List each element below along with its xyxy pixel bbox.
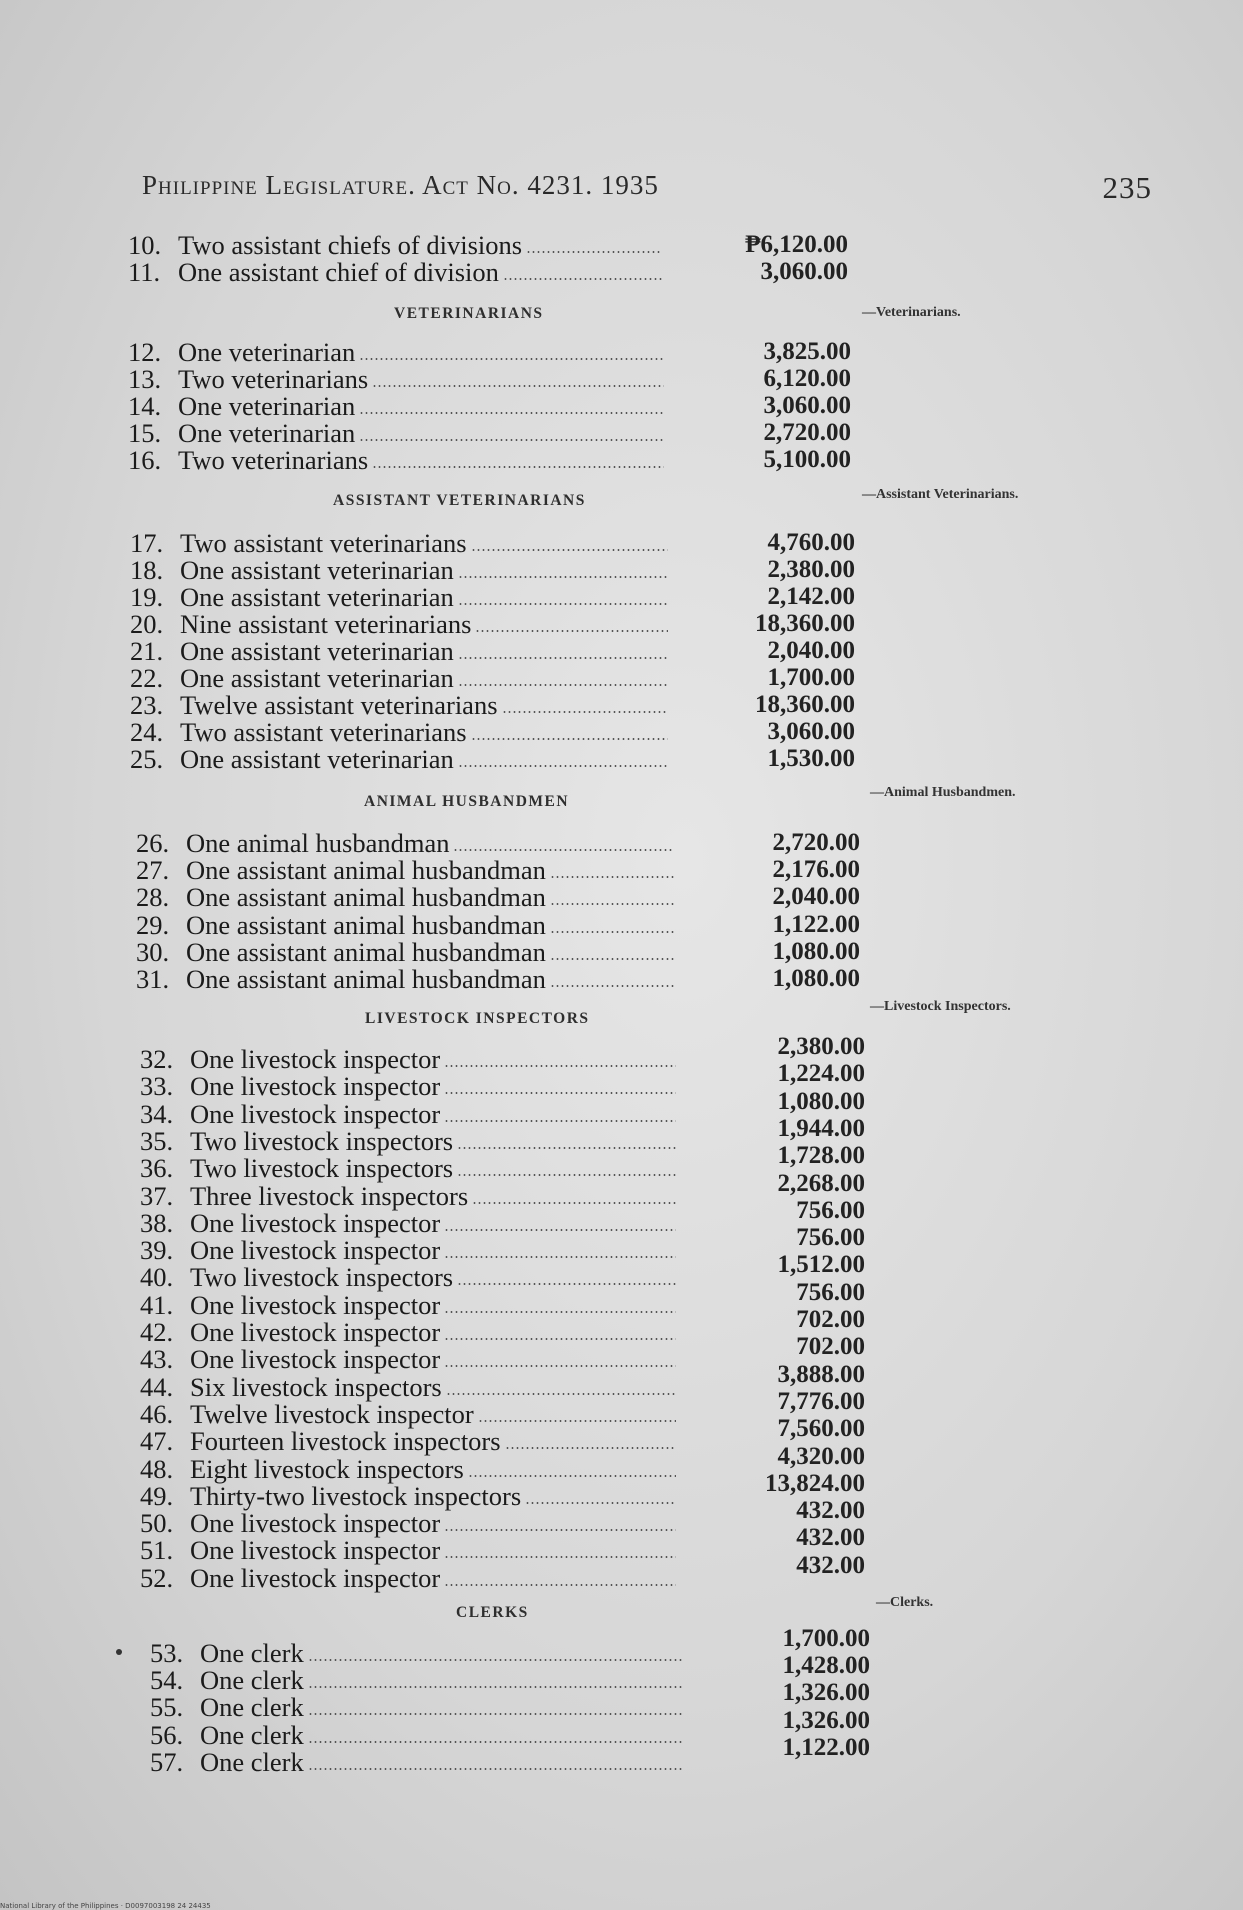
item-number: 24.	[130, 717, 164, 747]
item-amount: 1,122.00	[782, 1733, 870, 1761]
margin-note: —Animal Husbandmen.	[870, 785, 1016, 800]
line-item	[130, 582, 454, 612]
dot-leader	[444, 1529, 676, 1531]
item-description: One clerk	[200, 1665, 304, 1696]
line-item	[130, 528, 467, 558]
item-number: 57.	[150, 1746, 184, 1777]
item-amount: 1,944.00	[777, 1114, 865, 1142]
line-item	[136, 828, 449, 858]
item-description: Three livestock inspectors	[190, 1180, 469, 1211]
item-description: One veterinarian	[178, 391, 356, 421]
dot-leader	[444, 1092, 676, 1094]
dot-leader	[308, 1768, 684, 1770]
item-amount: 2,040.00	[772, 883, 860, 911]
item-description: One clerk	[200, 1692, 304, 1723]
dot-leader	[444, 1229, 676, 1231]
item-number: 38.	[140, 1207, 174, 1238]
line-item	[130, 663, 454, 693]
dot-leader	[372, 385, 664, 387]
item-number: 16.	[128, 445, 162, 475]
item-amount: 1,080.00	[772, 937, 860, 965]
item-description: One livestock inspector	[190, 1071, 441, 1102]
line-item	[130, 717, 467, 747]
item-description: Two assistant chiefs of divisions	[178, 230, 523, 260]
line-item	[130, 555, 454, 585]
dot-leader	[525, 1502, 676, 1504]
item-amount: 1,122.00	[772, 910, 860, 938]
line-item	[140, 1181, 468, 1211]
item-amount: 432.00	[796, 1497, 865, 1525]
item-amount: 6,120.00	[763, 365, 851, 392]
dot-leader	[308, 1741, 684, 1743]
item-amount: 4,760.00	[767, 529, 855, 556]
item-description: One assistant animal husbandman	[186, 936, 546, 967]
dot-leader	[503, 278, 662, 280]
item-amount: 2,268.00	[777, 1169, 865, 1197]
line-item	[128, 337, 355, 367]
dot-leader	[444, 1584, 676, 1586]
item-number: 23.	[130, 690, 164, 720]
item-amount: 2,720.00	[763, 419, 851, 446]
dot-leader	[444, 1311, 676, 1313]
line-item	[150, 1720, 304, 1750]
item-description: Two livestock inspectors	[190, 1125, 454, 1156]
item-amount: 756.00	[796, 1196, 865, 1224]
item-amount: 756.00	[796, 1278, 865, 1306]
item-number: 44.	[140, 1371, 174, 1402]
item-description: One veterinarian	[178, 418, 356, 448]
line-item	[128, 364, 368, 394]
section-heading: CLERKS	[456, 1604, 529, 1621]
item-description: One assistant animal husbandman	[186, 909, 546, 940]
item-description: Two assistant veterinarians	[180, 528, 467, 558]
dot-leader	[444, 1065, 676, 1067]
dot-leader	[359, 358, 664, 360]
item-description: Two livestock inspectors	[190, 1262, 454, 1293]
item-number: 22.	[130, 663, 164, 693]
line-item	[140, 1290, 440, 1320]
item-amount: 756.00	[796, 1224, 865, 1252]
item-amount: 2,720.00	[772, 829, 860, 856]
dot-leader	[475, 630, 668, 632]
item-amount: 1,080.00	[777, 1087, 865, 1115]
item-amount: 702.00	[796, 1333, 865, 1361]
item-number: 12.	[128, 337, 162, 367]
item-amount: 2,040.00	[767, 637, 855, 664]
item-number: 56.	[150, 1719, 184, 1750]
dot-leader	[372, 466, 664, 468]
line-item	[128, 391, 355, 421]
dot-leader	[457, 1147, 676, 1149]
line-item	[140, 1481, 521, 1511]
line-item	[136, 910, 546, 940]
dot-leader	[468, 1475, 676, 1477]
item-amount: 7,776.00	[777, 1387, 865, 1415]
item-number: 37.	[140, 1180, 174, 1211]
item-number: 20.	[130, 609, 164, 639]
item-number: 48.	[140, 1453, 174, 1484]
item-number: 25.	[130, 744, 164, 774]
item-description: One assistant chief of division	[178, 257, 499, 288]
item-amount: 18,360.00	[755, 691, 855, 718]
section-heading: ASSISTANT VETERINARIANS	[333, 492, 586, 509]
item-number: 35.	[140, 1125, 174, 1156]
dot-leader	[458, 684, 668, 686]
dot-leader	[526, 251, 662, 253]
margin-note: —Livestock Inspectors.	[870, 999, 1011, 1014]
item-amount: 4,320.00	[777, 1442, 865, 1470]
item-number: 39.	[140, 1235, 174, 1266]
item-amount: 1,326.00	[782, 1679, 870, 1707]
line-item	[140, 1399, 474, 1429]
line-item	[130, 636, 454, 666]
item-description: One assistant veterinarian	[180, 582, 454, 612]
item-amount: 1,700.00	[782, 1625, 870, 1652]
item-number: 32.	[140, 1044, 174, 1074]
item-amount: 3,888.00	[777, 1360, 865, 1388]
item-description: One assistant veterinarian	[180, 555, 454, 585]
item-amount: 1,326.00	[782, 1706, 870, 1734]
item-amount: 2,380.00	[777, 1033, 865, 1060]
item-description: Twelve livestock inspector	[190, 1398, 474, 1429]
section-heading: VETERINARIANS	[394, 305, 544, 322]
dot-leader	[444, 1256, 676, 1258]
line-item	[140, 1208, 440, 1238]
item-description: Eight livestock inspectors	[190, 1453, 464, 1484]
line-item	[130, 609, 471, 639]
item-amount: 432.00	[796, 1551, 865, 1579]
item-amount: ₱6,120.00	[745, 231, 848, 258]
dot-leader	[457, 1283, 676, 1285]
margin-note: —Assistant Veterinarians.	[862, 487, 1019, 502]
item-number: 19.	[130, 582, 164, 612]
item-number: 40.	[140, 1262, 174, 1293]
line-item	[140, 1535, 440, 1565]
dot-leader	[308, 1713, 684, 1715]
section-heading: LIVESTOCK INSPECTORS	[365, 1010, 590, 1027]
item-amount: 1,080.00	[772, 965, 860, 992]
line-item	[140, 1508, 440, 1538]
line-item	[140, 1099, 440, 1129]
item-number: 21.	[130, 636, 164, 666]
archive-mark: National Library of the Philippines · D0097003198 24 24435	[0, 1902, 211, 1910]
line-item	[140, 1454, 464, 1484]
dot-leader	[471, 549, 668, 551]
item-number: 47.	[140, 1426, 174, 1457]
line-item	[140, 1071, 440, 1101]
item-amount: 3,060.00	[763, 392, 851, 419]
item-amount: 2,380.00	[767, 556, 855, 583]
dot-leader	[550, 985, 674, 987]
item-number: 15.	[128, 418, 162, 448]
item-number: 33.	[140, 1071, 174, 1102]
item-amount: 3,825.00	[763, 338, 851, 365]
dot-leader	[550, 876, 674, 878]
section-heading: ANIMAL HUSBANDMEN	[364, 793, 570, 810]
dot-leader	[472, 1202, 676, 1204]
dot-leader	[444, 1120, 676, 1122]
line-item	[136, 855, 546, 885]
item-number: 55.	[150, 1692, 184, 1723]
item-number: 18.	[130, 555, 164, 585]
item-description: One animal husbandman	[186, 828, 450, 858]
item-description: One assistant veterinarian	[180, 663, 454, 693]
item-description: Two veterinarians	[178, 445, 369, 475]
item-description: One livestock inspector	[190, 1535, 441, 1566]
dot-leader	[308, 1659, 684, 1661]
item-description: One livestock inspector	[190, 1207, 441, 1238]
item-description: One clerk	[200, 1638, 304, 1668]
line-item	[130, 690, 498, 720]
line-item	[150, 1665, 304, 1695]
item-amount: 3,060.00	[760, 258, 848, 286]
dot-leader	[550, 931, 674, 933]
item-description: One assistant veterinarian	[180, 744, 454, 774]
line-item	[140, 1235, 440, 1265]
item-number: 46.	[140, 1398, 174, 1429]
item-description: Fourteen livestock inspectors	[190, 1426, 501, 1457]
line-item	[140, 1426, 501, 1456]
dot-leader	[444, 1365, 676, 1367]
line-item	[150, 1692, 304, 1722]
item-amount: 7,560.00	[777, 1415, 865, 1443]
item-number: 53.	[150, 1638, 184, 1668]
dot-leader	[359, 439, 664, 441]
line-item	[128, 230, 522, 260]
item-amount: 1,428.00	[782, 1652, 870, 1680]
item-amount: 1,224.00	[777, 1060, 865, 1088]
line-item	[130, 744, 454, 774]
item-description: One livestock inspector	[190, 1508, 441, 1539]
line-item	[140, 1317, 440, 1347]
item-number: 27.	[136, 855, 170, 886]
item-amount: 3,060.00	[767, 718, 855, 745]
dot-leader	[458, 765, 668, 767]
line-item	[140, 1044, 440, 1074]
line-item	[140, 1344, 440, 1374]
dot-leader	[457, 1174, 676, 1176]
line-item	[140, 1372, 442, 1402]
dot-leader	[458, 657, 668, 659]
dot-leader	[458, 576, 668, 578]
item-number: 41.	[140, 1289, 174, 1320]
item-number: 36.	[140, 1153, 174, 1184]
item-number: 14.	[128, 391, 162, 421]
item-number: 52.	[140, 1562, 174, 1593]
item-number: 17.	[130, 528, 164, 558]
dot-leader	[471, 738, 668, 740]
ink-speck	[116, 1649, 122, 1655]
item-description: Thirty-two livestock inspectors	[190, 1480, 522, 1511]
page-number: 235	[1102, 170, 1152, 205]
margin-note: —Clerks.	[876, 1595, 934, 1610]
margin-note: —Veterinarians.	[862, 305, 961, 320]
item-description: One assistant animal husbandman	[186, 882, 546, 913]
item-number: 42.	[140, 1317, 174, 1347]
item-amount: 1,512.00	[777, 1251, 865, 1279]
item-number: 50.	[140, 1508, 174, 1539]
item-description: One livestock inspector	[190, 1317, 441, 1347]
item-description: Two assistant veterinarians	[180, 717, 467, 747]
item-amount: 1,530.00	[767, 745, 855, 772]
dot-leader	[444, 1338, 676, 1340]
dot-leader	[478, 1420, 676, 1422]
item-description: Two veterinarians	[178, 364, 369, 394]
dot-leader	[359, 412, 664, 414]
line-item	[128, 418, 355, 448]
item-description: One clerk	[200, 1719, 304, 1750]
item-number: 49.	[140, 1480, 174, 1511]
dot-leader	[458, 603, 668, 605]
item-description: One livestock inspector	[190, 1562, 441, 1593]
line-item	[140, 1126, 453, 1156]
item-number: 30.	[136, 936, 170, 967]
page-header	[142, 170, 1152, 210]
item-description: One assistant animal husbandman	[186, 855, 546, 886]
item-description: One assistant veterinarian	[180, 636, 454, 666]
line-item	[128, 445, 368, 475]
item-amount: 1,728.00	[777, 1142, 865, 1170]
line-item	[140, 1262, 453, 1292]
item-description: One livestock inspector	[190, 1235, 441, 1266]
item-number: 28.	[136, 882, 170, 913]
dot-leader	[446, 1393, 676, 1395]
item-description: Two livestock inspectors	[190, 1153, 454, 1184]
item-amount: 13,824.00	[765, 1469, 865, 1497]
dot-leader	[550, 958, 674, 960]
item-number: 51.	[140, 1535, 174, 1566]
item-number: 54.	[150, 1665, 184, 1696]
dot-leader	[453, 849, 674, 851]
item-description: Twelve assistant veterinarians	[180, 690, 498, 720]
item-amount: 18,360.00	[755, 610, 855, 637]
item-number: 26.	[136, 828, 170, 858]
item-number: 31.	[136, 964, 170, 994]
running-title: Philippine Legislature. Act No. 4231. 1935	[142, 170, 659, 200]
dot-leader	[502, 711, 668, 713]
item-description: Nine assistant veterinarians	[180, 609, 472, 639]
item-number: 34.	[140, 1098, 174, 1129]
item-description: One livestock inspector	[190, 1344, 441, 1375]
item-description: Six livestock inspectors	[190, 1371, 442, 1402]
dot-leader	[308, 1686, 684, 1688]
item-description: One assistant animal husbandman	[186, 964, 546, 994]
item-amount: 1,700.00	[767, 664, 855, 691]
item-number: 29.	[136, 909, 170, 940]
item-description: One veterinarian	[178, 337, 356, 367]
line-item	[136, 937, 546, 967]
item-number: 13.	[128, 364, 162, 394]
line-item	[136, 964, 546, 994]
item-number: 43.	[140, 1344, 174, 1375]
item-description: One livestock inspector	[190, 1098, 441, 1129]
item-amount: 702.00	[796, 1306, 865, 1333]
item-description: One livestock inspector	[190, 1044, 441, 1074]
dot-leader	[505, 1447, 676, 1449]
item-number: 10.	[128, 230, 162, 260]
item-amount: 2,142.00	[767, 583, 855, 610]
line-item	[140, 1563, 440, 1593]
item-amount: 432.00	[796, 1524, 865, 1552]
dot-leader	[550, 903, 674, 905]
item-amount: 5,100.00	[763, 446, 851, 473]
line-item	[150, 1638, 304, 1668]
line-item	[140, 1153, 453, 1183]
dot-leader	[444, 1556, 676, 1558]
item-number: 11.	[128, 257, 161, 288]
line-item	[150, 1747, 304, 1777]
item-description: One clerk	[200, 1746, 304, 1777]
line-item	[128, 257, 499, 287]
item-amount: 2,176.00	[772, 856, 860, 884]
line-item	[136, 882, 546, 912]
item-description: One livestock inspector	[190, 1289, 441, 1320]
